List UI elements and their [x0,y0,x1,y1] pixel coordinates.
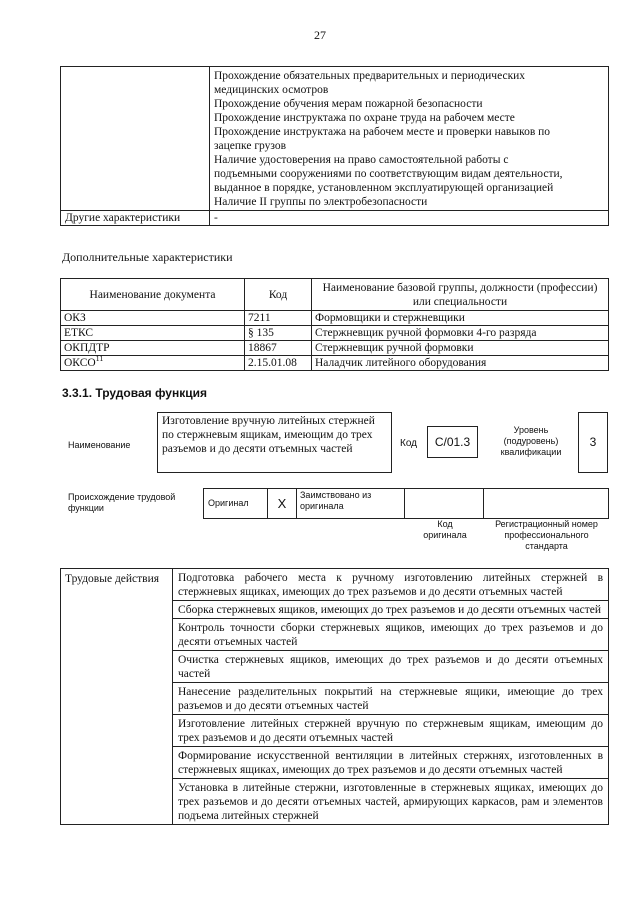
group-cell: Стержневщик ручной формовки 4-го разряда [312,326,609,341]
code-original-label: Код оригинала [423,519,467,540]
list-item: Изготовление литейных стержней вручную по стержневым ящикам, имеющим до трех разъемов и до десяти отъемных частей [173,715,609,747]
header-group: Наименование базовой группы, должности (профессии) или специальности [312,279,609,311]
list-item: Нанесение разделительных покрытий на стержневые ящики, имеющие до трех разъемов и до десяти отъемных частей [173,683,609,715]
group-cell: Формовщики и стержневщики [312,311,609,326]
code-cell: 18867 [245,341,312,356]
doc-cell: ОКПДТР [61,341,245,356]
requirement-line: Прохождение обязательных предварительных и периодических [214,70,526,82]
list-item: Формирование искусственной вентиляции в литейных стержнях, изготовленных в стержневых ящиках, имеющих до трех разъемов и до десяти отъемных частей [173,747,609,779]
requirement-line: выданное в порядке, установленном эксплуатирующей организацией [214,182,554,194]
original-label: Оригинал [208,498,249,508]
table-row [61,341,609,356]
code-cell: 2.15.01.08 [245,356,312,371]
doc-cell: ЕТКС [61,326,245,341]
code-original-cell [404,488,484,519]
original-mark: X [277,496,287,511]
requirement-line: Наличие удостоверения на право самостоятельной работы с [214,154,509,166]
page-number: 27 [314,28,326,42]
doc-cell [61,356,245,371]
doc-cell: ОКЗ [61,311,245,326]
list-item: Подготовка рабочего места к ручному изготовлению литейных стержней в стержневых ящиках, имеющих до трех разъемов и до десяти отъемных частей [173,569,609,601]
section-title: 3.3.1. Трудовая функция [62,386,207,400]
level-box [578,412,608,473]
requirement-line: Прохождение обучения мерам пожарной безопасности [214,98,483,110]
code-cell: § 135 [245,326,312,341]
requirement-line: медицинских осмотров [214,84,329,96]
other-characteristics-value: - [210,211,609,226]
borrowed-label: Заимствовано из оригинала [300,490,372,511]
group-cell: Стержневщик ручной формовки [312,341,609,356]
requirements-cell [210,67,609,211]
table-row [61,311,609,326]
table-row [61,326,609,341]
code-box [427,426,478,458]
footnote-ref: 11 [95,354,104,364]
header-document: Наименование документа [61,279,245,311]
other-characteristics-label: Другие характеристики [61,211,210,226]
reg-number-label: Регистрационный номер профессионального стандарта [495,519,598,551]
okso-label: ОКСО [64,357,96,369]
original-mark-cell [267,488,297,519]
requirements-table [60,66,609,226]
code-label: Код [400,438,418,449]
group-cell: Наладчик литейного оборудования [312,356,609,371]
requirement-line: подъемными сооружениями по соответствующим видам деятельности, [214,168,563,180]
origin-label: Происхождение трудовой функции [68,492,176,513]
code-cell: 7211 [245,311,312,326]
function-name-box [157,412,392,473]
requirement-line: Прохождение инструктажа на рабочем месте и проверки навыков по [214,126,551,138]
list-item: Сборка стержневых ящиков, имеющих до трех разъемов и до десяти отъемных частей [173,601,609,619]
list-item: Очистка стержневых ящиков, имеющих до трех разъемов и до десяти отъемных частей [173,651,609,683]
table-row [61,356,609,371]
header-code: Код [245,279,312,311]
requirement-line: зацепке грузов [214,140,287,152]
additional-heading: Дополнительные характеристики [62,250,233,264]
requirement-line: Прохождение инструктажа по охране труда на рабочем месте [214,112,515,124]
labour-actions-table [60,568,609,825]
list-item: Установка в литейные стержни, изготовленные в стержневых ящиках, имеющих до трех разъемов и до десяти отъемных частей, армирующих каркасов, рам и элементов подъема литейных стержней [173,779,609,825]
list-item: Контроль точности сборки стержневых ящиков, имеющих до трех разъемов и до десяти отъемных частей [173,619,609,651]
code-value: C/01.3 [434,435,471,449]
requirement-line: Наличие II группы по электробезопасности [214,196,428,208]
labour-actions-label: Трудовые действия [61,569,173,825]
function-name-value: Изготовление вручную литейных стержней по стержневым ящикам, имеющим до трех разъемов и до десяти отъемных частей [162,415,375,455]
name-label: Наименование [68,440,131,450]
level-value: 3 [589,435,597,449]
additional-table [60,278,609,371]
level-label: Уровень (подуровень) квалификации [500,425,562,457]
empty-label-cell [61,67,210,211]
